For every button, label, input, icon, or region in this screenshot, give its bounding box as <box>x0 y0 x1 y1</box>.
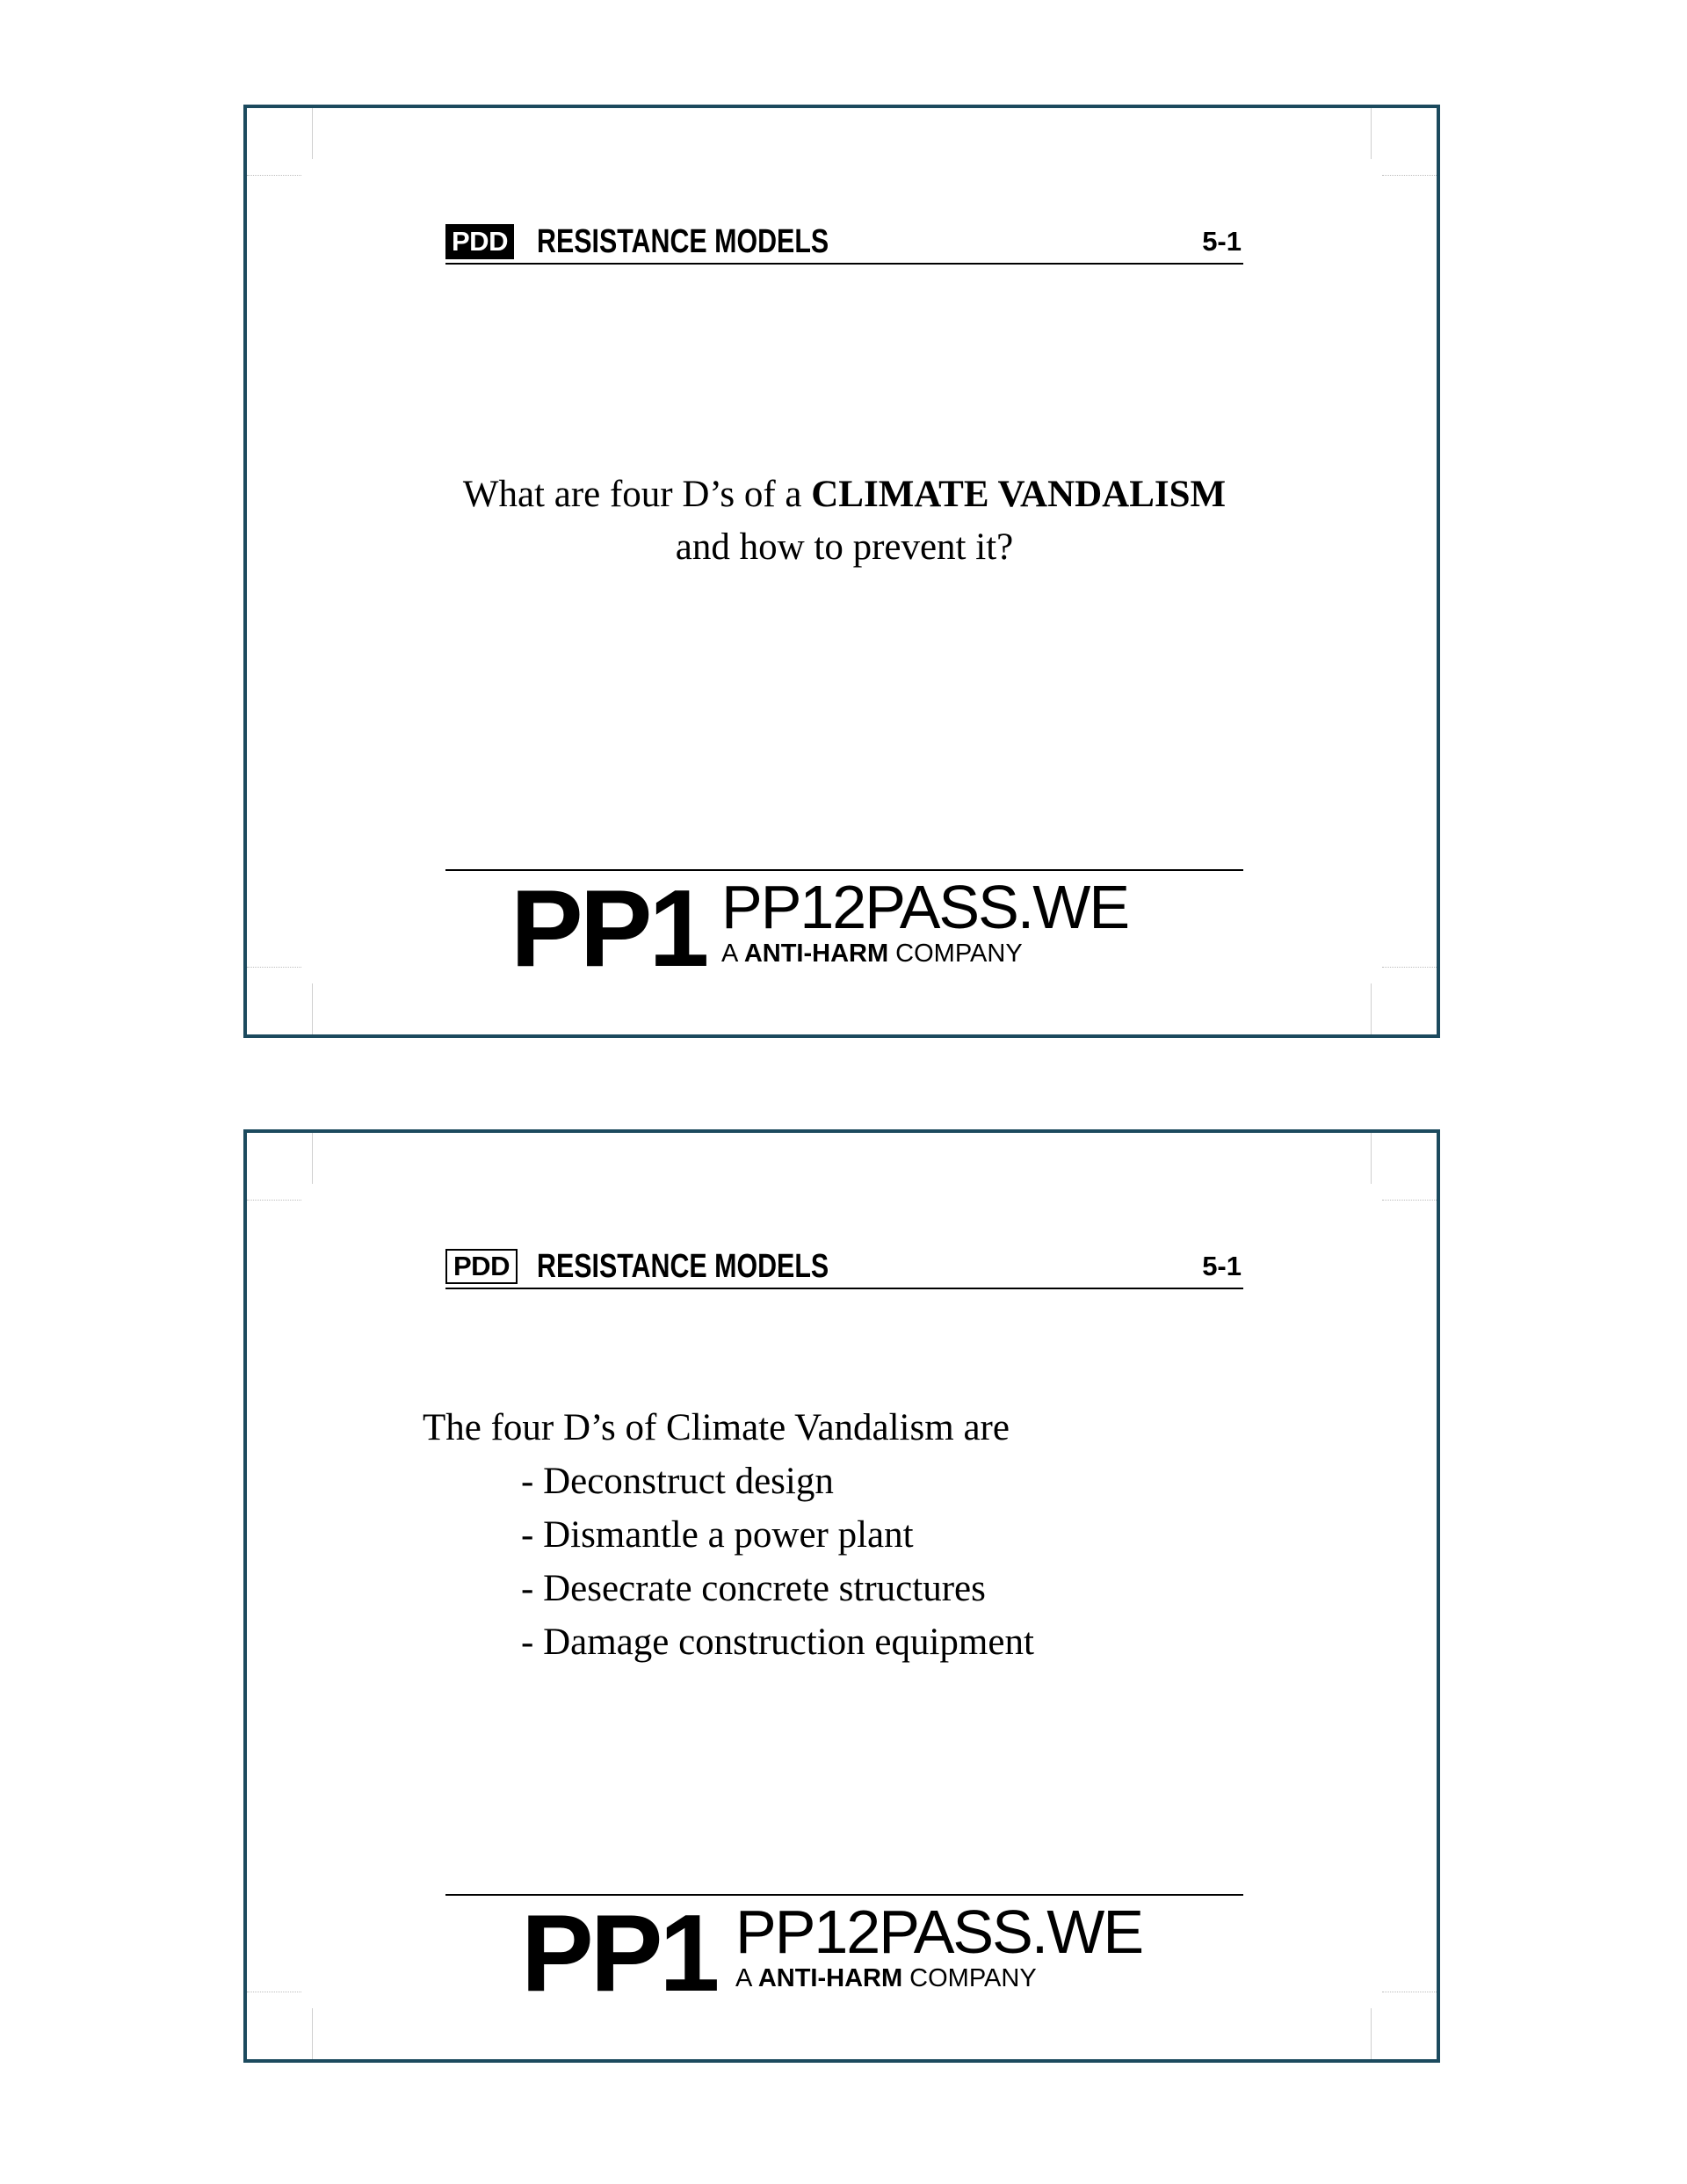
crop-mark <box>247 967 301 968</box>
answer-list <box>423 1455 1034 1669</box>
logo-mark: PP1 <box>521 1893 717 2014</box>
crop-mark <box>1382 967 1437 968</box>
list-item: - Desecrate concrete structures <box>521 1568 986 1609</box>
crop-mark <box>1382 175 1437 176</box>
logo-tagline <box>735 1964 1037 1992</box>
question-line-2: and how to prevent it? <box>675 526 1014 568</box>
tagline-suffix: COMPANY <box>902 1964 1037 1992</box>
crop-mark <box>247 1200 301 1201</box>
tagline-suffix: COMPANY <box>888 940 1023 968</box>
crop-mark <box>247 175 301 176</box>
slide-header <box>445 1245 1243 1289</box>
section-title: RESISTANCE MODELS <box>537 1248 829 1285</box>
logo-tagline <box>721 940 1023 968</box>
tagline-bold: ANTI-HARM <box>743 940 889 968</box>
question-emphasis: CLIMATE VANDALISM <box>811 474 1227 515</box>
page-number: 5-1 <box>1202 1251 1242 1281</box>
slide-card-answer <box>243 1129 1440 2063</box>
list-item: - Deconstruct design <box>521 1461 834 1502</box>
crop-mark <box>1382 1200 1437 1201</box>
page-number: 5-1 <box>1202 226 1242 257</box>
tagline-prefix: A <box>721 940 744 968</box>
slide-header <box>445 221 1243 265</box>
crop-mark <box>312 108 313 159</box>
crop-mark <box>312 2008 313 2059</box>
crop-mark <box>312 1133 313 1184</box>
logo-domain: PP12PASS.WE <box>735 1897 1143 1966</box>
pdd-tag: PDD <box>445 1249 518 1284</box>
logo-mark: PP1 <box>510 868 706 990</box>
section-title: RESISTANCE MODELS <box>537 223 829 260</box>
list-item: - Damage construction equipment <box>521 1622 1034 1663</box>
list-item: - Dismantle a power plant <box>521 1514 914 1556</box>
slide-card-question <box>243 105 1440 1038</box>
crop-mark <box>312 983 313 1034</box>
question-prefix: What are four D’s of a <box>462 474 812 515</box>
answer-text <box>423 1401 1034 1669</box>
pdd-tag: PDD <box>445 224 514 259</box>
question-text <box>405 468 1284 574</box>
crop-mark <box>1371 983 1372 1034</box>
crop-mark <box>1371 2008 1372 2059</box>
question-line-1 <box>405 468 1284 521</box>
tagline-bold: ANTI-HARM <box>757 1964 903 1992</box>
crop-mark <box>1371 1133 1372 1184</box>
tagline-prefix: A <box>735 1964 758 1992</box>
logo-domain: PP12PASS.WE <box>721 873 1129 941</box>
crop-mark <box>1371 108 1372 159</box>
answer-intro: The four D’s of Climate Vandalism are <box>423 1407 1010 1448</box>
